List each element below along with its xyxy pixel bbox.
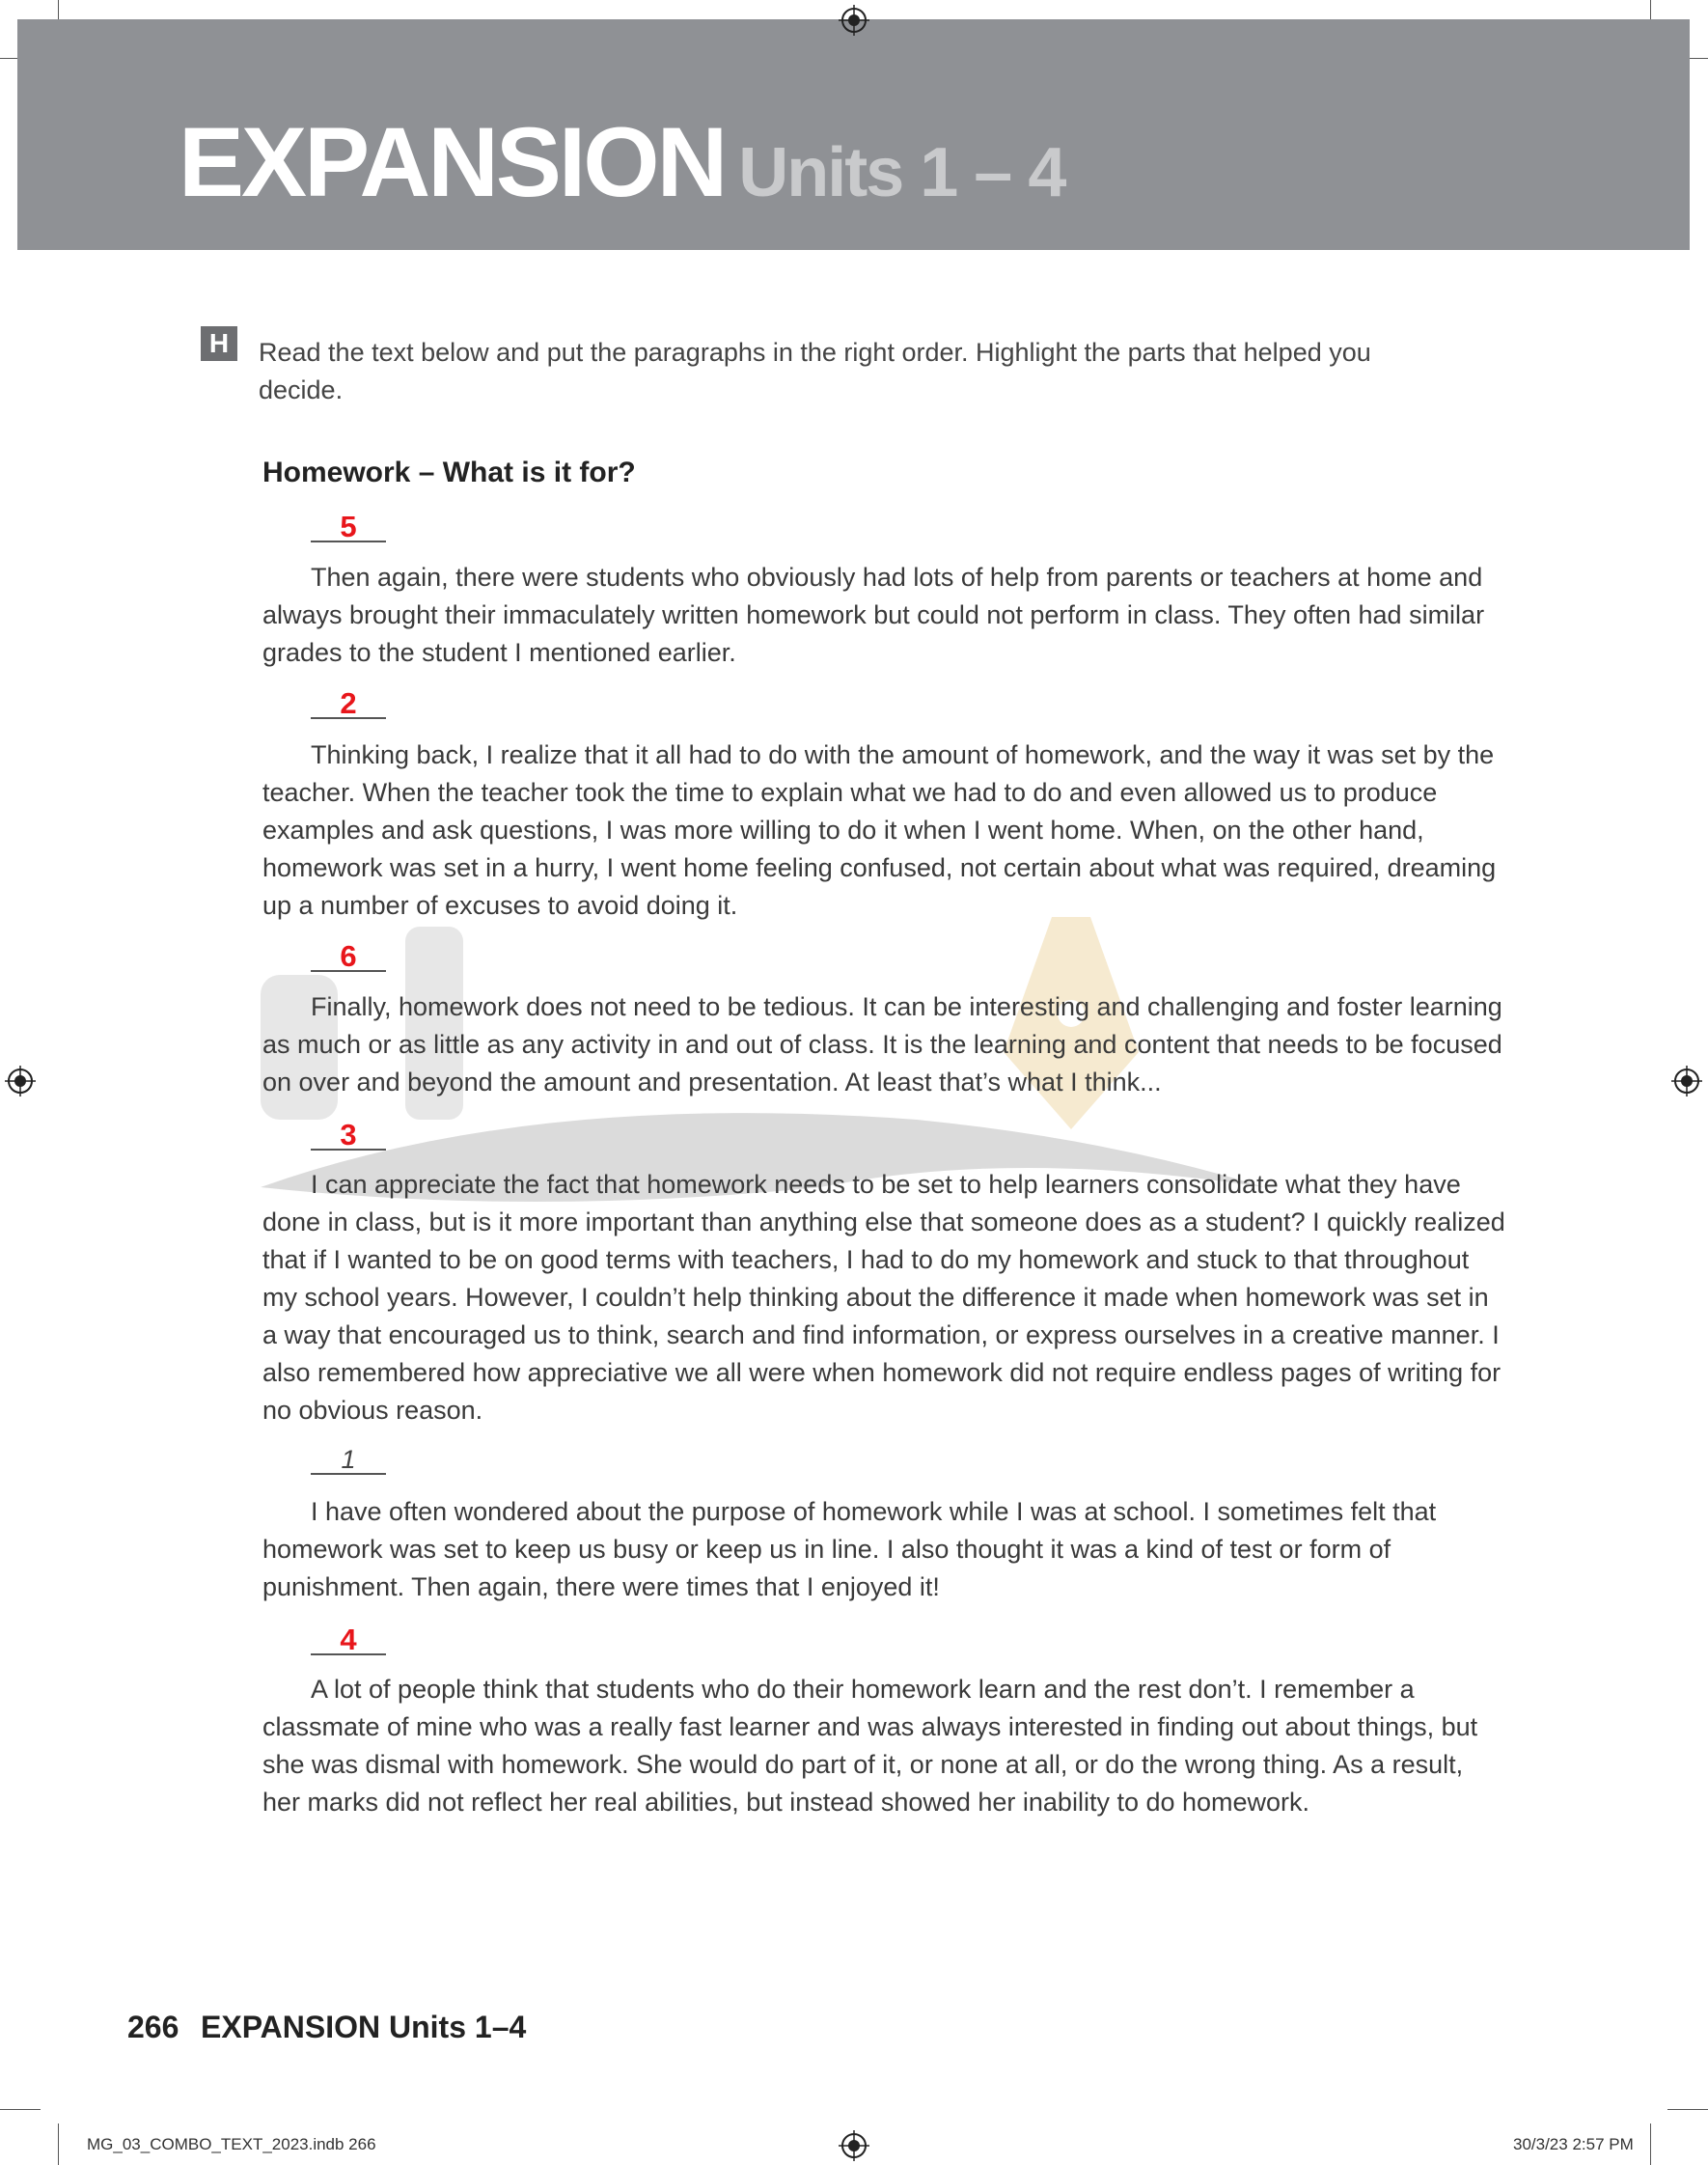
page-title-subtitle: Units 1 – 4 (738, 134, 1065, 211)
order-answer[interactable]: 1 (311, 1444, 386, 1475)
article-paragraph: I have often wondered about the purpose of homework while I was at school. I sometimes felt that homework was set to keep us busy or keep us in line. I also thought it was a kind of test or form of punishment. Then again, there were times that I enjoyed it! (262, 1497, 1437, 1601)
crop-mark-icon (1650, 2123, 1651, 2165)
order-answer[interactable]: 5 (311, 512, 386, 542)
article-paragraph: Finally, homework does not need to be tedious. It can be interesting and challenging and foster learning as much or as little as any activity in and out of class. It is the learning and content that needs to be focused on over and beyond the amount and presentation. At least that’s what I think... (262, 992, 1502, 1096)
registration-mark-icon (5, 1066, 36, 1096)
crop-mark-icon (0, 2109, 41, 2110)
article-paragraph: Then again, there were students who obviously had lots of help from parents or teachers at home and always brought their immaculately written homework but could not perform in class. They often had similar grades to the student I mentioned earlier. (262, 563, 1485, 667)
task-instruction: Read the text below and put the paragraphs in the right order. Highlight the parts that helped you decide. (259, 338, 1371, 404)
registration-mark-icon (839, 5, 869, 36)
print-slug-file: MG_03_COMBO_TEXT_2023.indb 266 (87, 2135, 376, 2153)
crop-mark-icon (1667, 2109, 1708, 2110)
article-title: Homework – What is it for? (262, 457, 636, 488)
page-title-main: EXPANSION (179, 107, 726, 217)
registration-mark-icon (1671, 1066, 1702, 1096)
footer-title: EXPANSION Units 1–4 (201, 2010, 527, 2044)
article-paragraph: I can appreciate the fact that homework needs to be set to help learners consolidate what they have done in class, but is it more important than anything else that someone does as a student? I quickly realized that if I wanted to be on good terms with teachers, I had to do my homework and stuck to that throughout my school years. However, I couldn’t help thinking about the difference it made when homework was set in a way that encouraged us to think, search and find information, or express ourselves in a creative manner. I also remembered how appreciative we all were when homework did not require endless pages of writing for no obvious reason. (262, 1170, 1505, 1425)
crop-mark-icon (58, 2123, 59, 2165)
print-slug-date: 30/3/23 2:57 PM (1513, 2135, 1634, 2153)
order-answer[interactable]: 6 (311, 941, 386, 972)
article-paragraph: Thinking back, I realize that it all had to do with the amount of homework, and the way it was set by the teacher. When the teacher took the time to explain what we had to do and even allowed us to produce examples and ask questions, I was more willing to do it when I went home. When, on the other hand, homework was set in a hurry, I went home feeling confused, not certain about what was required, dreaming up a number of excuses to avoid doing it. (262, 740, 1497, 920)
page-number: 266 (127, 2010, 179, 2044)
order-answer[interactable]: 2 (311, 688, 386, 719)
order-answer[interactable]: 3 (311, 1120, 386, 1151)
registration-mark-icon (839, 2130, 869, 2161)
page-title (179, 106, 1064, 219)
order-answer[interactable]: 4 (311, 1624, 386, 1655)
article-paragraph: A lot of people think that students who do their homework learn and the rest don’t. I remember a classmate of mine who was a really fast learner and was always interested in finding out about things, but she was dismal with homework. She would do part of it, or none at all, or do the wrong thing. As a result, her marks did not reflect her real abilities, but instead showed her inability to do homework. (262, 1675, 1478, 1817)
task-letter-badge: H (201, 326, 237, 361)
